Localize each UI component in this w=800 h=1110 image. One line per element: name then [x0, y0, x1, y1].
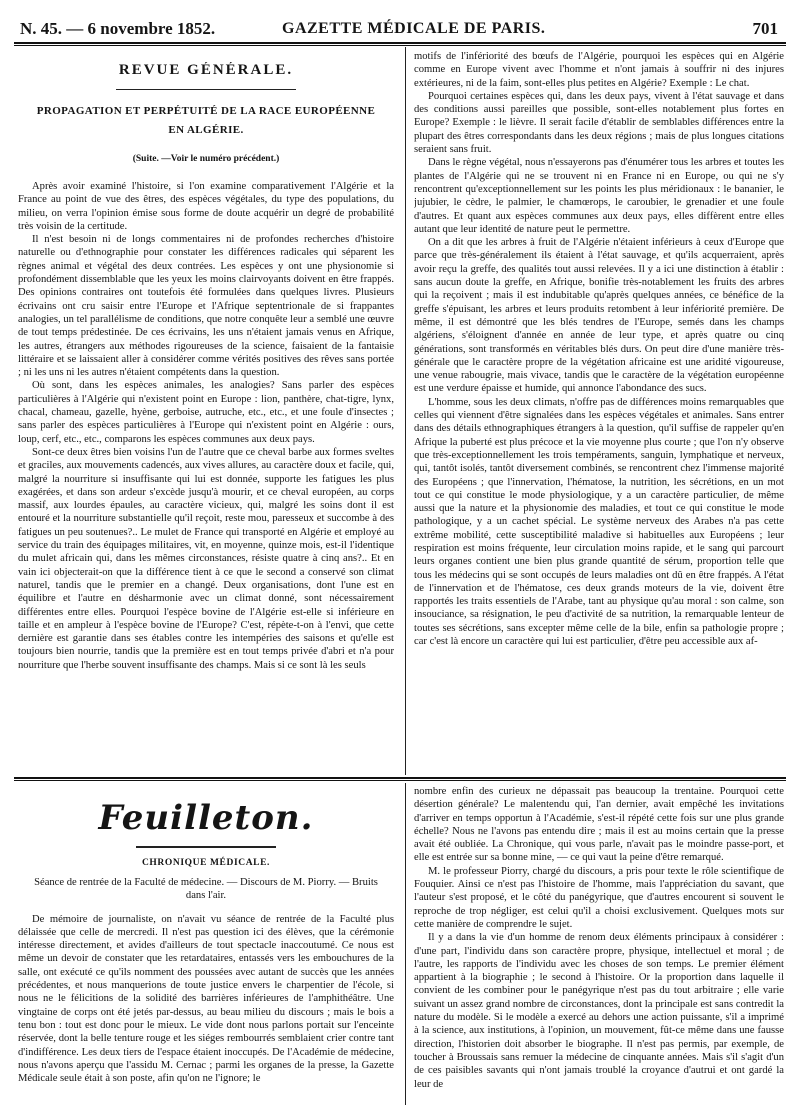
- paragraph: Où sont, dans les espèces animales, les analogies? Sans parler des espèces particulières à l'Algérie qui n'existent point en Europe : lion, panthère, chat-tigre, lynx, chacal, chameau, gazelle, hyène, gerboise, autruche, etc., etc., et une foule d'insectes ; sans parler des espèces particulières à l'Europe qui n'existent point en Algérie : ours, loup, cerf, etc., etc., comparons les espèces communes aux deux pays.: [18, 380, 394, 445]
- paragraph: Pourquoi certaines espèces qui, dans les deux pays, vivent à l'état sauvage et dans des conditions aussi pareilles que possible, sont-elles notablement plus fortes en Europe? Exemple : le lièvre. Il serait facile d'établir de semblables différences entre la plupart des êtres correspondants dans les deux régions ; mais de plus longues citations seraient sans fruit.: [414, 90, 784, 156]
- paragraph: M. le professeur Piorry, chargé du discours, a pris pour texte le rôle scientifique de Fouquier. Ainsi ce n'est pas l'histoire de l'homme, mais l'appréciation du savant, que l'auteur s'est proposé, et le côté du panégyrique, que d'autres encourent si souvent le reproche de trop négliger, est celui qu'il a choisi exclusivement. Quelques mots sur cette manière de comprendre le sujet.: [414, 865, 784, 930]
- paragraph: motifs de l'infériorité des bœufs de l'Algérie, pourquoi les espèces qui en Algérie comme en Europe vivent avec l'homme et n'ont jamais à souffrir ni des injures extérieures, ni de la faim, sont-elles plus petites en Algérie? Exemple : Le chat.: [414, 51, 784, 89]
- paragraph: L'homme, sous les deux climats, n'offre pas de différences moins remarquables que celles qui viennent d'être signalées dans les espèces végétales et animales. Sans entrer dans des détails ethnographiques étrangers à la question, qu'il suffise de rappeler qu'en Afrique la puberté est plus précoce et la vie moyenne plus courte ; que l'on n'y observe que très-exceptionnellement les trois tempéraments, sanguin, lymphatique et nerveux, qui, tantôt isolés, tantôt diversement combinés, se rencontrent chez l'immense majorité des Européens ; que l'innervation, l'hématose, la nutrition, les sécrétions, en un mot tout ce qui constitue le mode physiologique, y a un caractère particulier, de même aussi que la nature et la physionomie des maladies, et tout ce qui constitue le mode pathologique, y a un cachet spécial. Le système nerveux des Arabes n'a pas cette extrême mobilité, cette susceptibilité maladive si habituelles aux Européens ; leur respiration est moins fréquente, leur circulation moins rapide, et le sang qui parcourt leurs organes contient une bien plus grande quantité de sérum, proportion telle que tous les médecins qui se sont occupés de leurs maladies ont dû en être frappés. A l'état de l'innervation et de l'hématose, ces deux grands moteurs de la vie, doivent être rapportés les traits essentiels de l'Arabe, tant au physique qu'au moral : son calme, son insouciance, sa résignation, le peu d'activité de sa nutrition, la remarquable lenteur de toutes ses sécrétions, sans excepter même celle de la bile, enfin sa pathologie propre ; car c'est là encore un caractère qui lui est particulier, d'être peu accessible aux af-: [414, 396, 784, 648]
- continuation-note: (Suite. —Voir le numéro précédent.): [132, 154, 280, 164]
- paragraph: nombre enfin des curieux ne dépassait pas beaucoup la trentaine. Pourquoi cette désertion générale? Le malentendu qui, l'an dernier, avait empêché les invitations d'arriver en temps opportun à l'Académie, s'est-il répété cette fois sur une plus grande échelle? Nous ne l'avons pas entendu dire ; mais il est au moins certain que la presse avait été oubliée. La Chronique, qui vous parle, n'avait pas le moindre passe-port, et elle est entrée sur sa bonne mine, — ce qui vaut la peine d'être remarqué.: [414, 786, 784, 864]
- feuilleton-heading-rule: [136, 846, 276, 848]
- chronique-subtitle: Séance de rentrée de la Faculté de médecine. — Discours de M. Piorry. — Bruits dans l'air.: [34, 877, 378, 902]
- column-left-top: [18, 62, 394, 774]
- paragraph: Il y a dans la vie d'un homme de renom deux éléments principaux à considérer : d'une part, l'individu dans son caractère propre, physique, intellectuel et moral ; de l'autre, les rapports de l'individu avec les choses de son temps. Le premier élément appartient à la biographie ; le second à l'histoire. Or la proportion dans laquelle il convient de les combiner pour le panégyrique n'est pas du tout arbitraire ; elle varie suivant un assez grand nombre de circonstances, dont la principale est sans contredit la nature du modèle. Si le modèle a exercé au dehors une action puissante, s'il a imprimé à la science, aux institutions, à l'opinion, un mouvement, fût-ce même dans une fausse direction, l'historien doit absorber le biographe. Il n'est pas permis, par exemple, de toucher à Broussais sans remuer la médecine de cinquante années. Mais s'il s'agit d'un de ces paisibles savants qui n'ont jamais troublé la croyance d'autrui et ont gardé la leur de: [414, 932, 784, 1090]
- paragraph: Après avoir examiné l'histoire, si l'on examine comparativement l'Algérie et la France au point de vue des êtres, des espèces végétales, du type des populations, du milieu, on verra l'opinion émise sous forme de doute acquérir un degré de probabilité très voisin de la certitude.: [18, 181, 394, 232]
- masthead-rule-thin: [14, 45, 786, 46]
- column-divider-top: [405, 47, 406, 775]
- section-rule: [116, 89, 296, 90]
- feuilleton-rule-thin: [14, 780, 786, 781]
- column-divider-bottom: [405, 783, 406, 1105]
- paragraph: Sont-ce deux êtres bien voisins l'un de l'autre que ce cheval barbe aux formes sveltes et graciles, aux mouvements cadencés, aux vives allures, au caractère doux et facile, qui, malgré la nourriture si insuffisante qui lui est donnée, supporte les fatigues les plus exagérées, et dans son ardeur s'excède jusqu'à mourir, et ce cheval européen, au corps massif, aux lourdes épaules, au caractère vicieux, qui, malgré les soins dont il est entouré et la nourriture substantielle qu'il reçoit, reste mou, paresseux et succombe à des fatigues un peu soutenues?.. Le mulet de France qui transporté en Algérie et employé au service du train des équipages militaires, vit, en moyenne, quinze mois, est-il l'identique du mulet africain qui, dans les mêmes circonstances, résiste quatre à cinq ans?.. Et en vain ici objecterait-on que la différence tient à ce que le second a conservé son climat naturel, tandis que le premier en a changé. Deux organisations, dont l'une est en équilibre et l'autre en désharmonie avec un climat donné, sont nécessairement différentes entre elles. Pourquoi l'espèce bovine de l'Algérie est-elle si inférieure en taille et en ampleur à l'espèce bovine de l'Europe? C'est, répète-t-on à l'envi, que cette dernière est garantie dans ses étables contre les intempéries des saisons et qu'elle est toujours bien nourrie, tandis que la première est en tout temps privée d'abri et n'a pour nourriture que l'herbe souvent insuffisante des champs. Mais si ce sont là les seuls: [18, 446, 394, 671]
- feuilleton-heading: Feuilleton.: [98, 798, 314, 838]
- column-right-bottom: [414, 785, 784, 1106]
- paragraph: Dans le règne végétal, nous n'essayerons pas d'énumérer tous les arbres et toutes les plantes de l'Algérie qui ne se trouvent ni en France ni en Europe, ou qui ne s'y rencontrent qu'exceptionnellement sur les points les plus méridionaux : le bananier, le jujubier, le cèdre, le palmier, le chamœrops, le caroubier, le grenadier et une foule d'autres. Et quant aux espèces communes aux deux pays, elles diffèrent entre elles autant que leur identité de nature peut le permettre.: [414, 157, 784, 235]
- article-title: PROPAGATION ET PERPÉTUITÉ DE LA RACE EUROPÉENNE EN ALGÉRIE.: [36, 105, 376, 136]
- chronique-heading: CHRONIQUE MÉDICALE.: [141, 858, 271, 868]
- masthead-rule: [14, 42, 786, 44]
- paragraph: On a dit que les arbres à fruit de l'Algérie n'étaient inférieurs à ceux d'Europe que parce que très-généralement ils étaient à l'état sauvage, et qu'ils acquerraient, après avoir reçu la greffe, des qualités tout aussi relevées. Il y a ici une distinction à établir : sans aucun doute la greffe, en Afrique, bonifie très-notablement les fruits des arbres qui la reçoivent ; mais il est indubitable qu'après quelques années, ce bénéfice de la greffe s'épuisant, les arbres et leurs produits retombent à leur infériorité première. De même, il est démontré que les blés tendres de l'Europe, semés dans les champs algériens, s'éloignent d'année en année de leur type, et après quatre ou cinq générations, sont transformés en véritables blés durs. On peut dire d'une manière très-générale que le caractère propre de la végétation africaine est une aridité vigoureuse, une venue rabougrie, mais vivace, tandis que le caractère de la végétation européenne est une verdure épaisse et humide, qui annonce l'abondance des sucs.: [414, 237, 784, 395]
- paragraph: De mémoire de journaliste, on n'avait vu séance de rentrée de la Faculté plus délaissée que celle de mercredi. Il n'est pas question ici des élèves, que la cérémonie intéresse directement, et avides d'ailleurs de tout spectacle inaccoutumé. Ce nous est même un devoir de constater que les retardataires, entassés vers les embouchures de la salle, ont exécuté ce qu'ils nomment des poussées avec autant de succès que les années précédentes, et nous manquerions de toute justice envers le charpentier de l'école, si nous ne le félicitions de la solidité des barrières inférieures de l'amphithéâtre. Une vingtaine de corps ont été jetés par-dessus, au beau milieu du discours ; mais le bois a tenu bon : tout est donc pour le mieux. Le vide dont nous parlons portait sur l'enceinte réservée, dont la belle tenture rouge et les siéges rembourrés semblaient crier contre tant d'indifférence. Les deux tiers de l'espace étaient inoccupés. De l'Académie de médecine, nous n'avons aperçu que l'assidu M. Cernac ; parmi les organes de la presse, la Gazette Médicale seule était à son poste, afin qu'on ne l'ignore; le: [18, 913, 394, 1085]
- feuilleton-rule: [14, 777, 786, 779]
- column-left-bottom: [18, 792, 394, 1106]
- paragraph: Il n'est besoin ni de longs commentaires ni de profondes recherches d'histoire naturelle ou d'ethnographie pour constater les différences radicales qui séparent les règnes animal et végétal des deux contrées. Les espèces y ont une physionomie si profondément dissemblable que les yeux les moins clairvoyants doivent en être frappés. Des opinions contraires ont toutefois été formulées dans quelques livres. Plusieurs écrivains ont cru saisir entre l'Europe et l'Afrique septentrionale de si frappantes analogies, un tel parallélisme de conditions, que notre conquête leur a semblé une œuvre de tout temps prédestinée. De ces écrivains, les uns n'étaient jamais venus en Afrique, les autres, étrangers aux méthodes rigoureuses de la science, faisaient de la fantaisie littéraire et se laissaient aller à considérer comme vérités positives des rêves sans portée ; ni les uns ni les autres n'étaient compétents dans la question.: [18, 234, 394, 379]
- issue-date: N. 45. — 6 novembre 1852.: [20, 19, 216, 38]
- newspaper-title: GAZETTE MÉDICALE DE PARIS.: [282, 20, 546, 37]
- column-right-top: [414, 50, 784, 774]
- section-title: REVUE GÉNÉRALE.: [118, 62, 294, 78]
- masthead: [20, 18, 778, 40]
- page-number: 701: [752, 19, 778, 38]
